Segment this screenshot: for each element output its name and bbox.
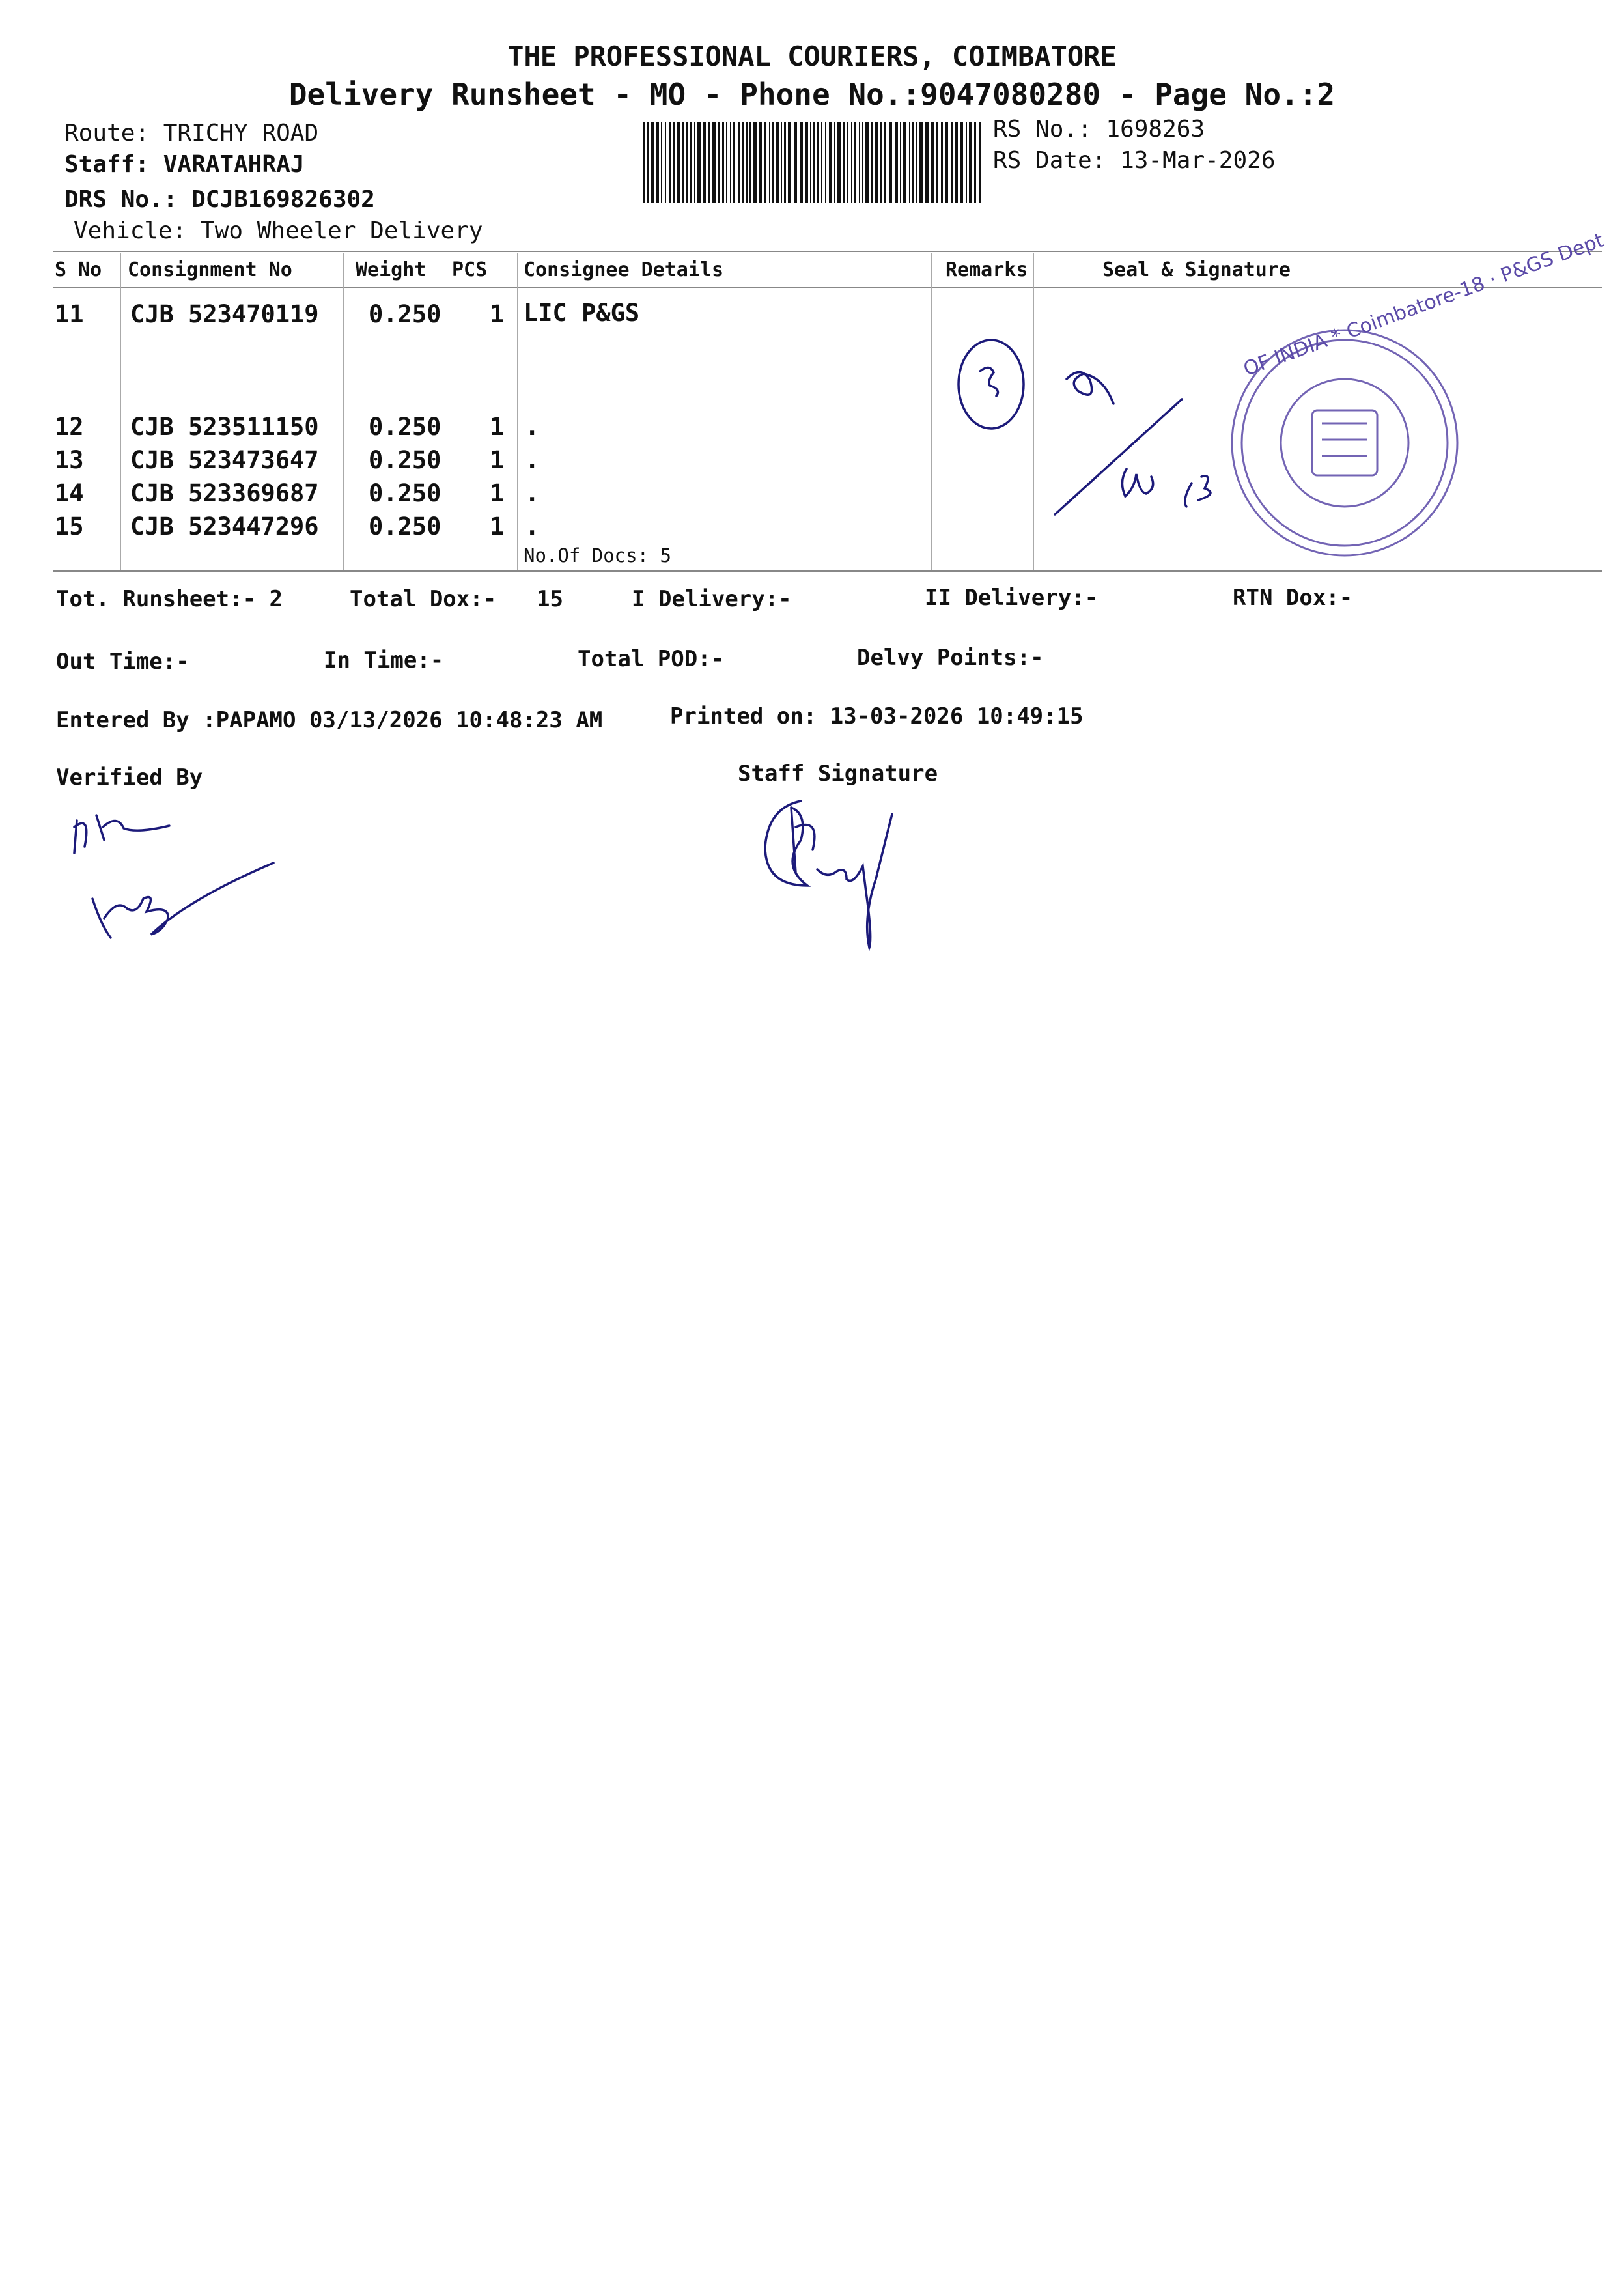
- barcode-bar: [690, 122, 692, 203]
- row-consignment: CJB 523511150: [130, 413, 319, 441]
- row-sno: 12: [55, 413, 84, 441]
- barcode-bar: [769, 122, 770, 203]
- row-consignee: .: [525, 413, 540, 441]
- barcode-bar: [843, 122, 845, 203]
- barcode-bar: [759, 122, 762, 203]
- barcode-bar: [936, 122, 938, 203]
- barcode-bar: [859, 122, 860, 203]
- col-divider: [931, 253, 932, 570]
- barcode-bar: [862, 122, 863, 203]
- row-consignee: .: [525, 446, 540, 474]
- row-consignment: CJB 523447296: [130, 513, 319, 541]
- runsheet-title: Delivery Runsheet - MO - Phone No.:9047080280 - Page No.:2: [288, 77, 1336, 112]
- row-consignee: LIC P&GS: [524, 299, 640, 327]
- barcode-bar: [730, 122, 731, 203]
- header-pcs: PCS: [452, 259, 488, 281]
- barcode-bar: [945, 122, 948, 203]
- barcode-bar: [851, 122, 852, 203]
- row-weight: 0.250: [369, 479, 441, 507]
- delvy-points: Delvy Points:-: [857, 645, 1044, 671]
- row-pcs: 1: [490, 413, 505, 441]
- barcode-bar: [813, 122, 815, 203]
- table-top-rule: [53, 251, 1602, 252]
- row-weight: 0.250: [369, 513, 441, 541]
- row-weight: 0.250: [369, 413, 441, 441]
- row-consignee: .: [525, 513, 540, 541]
- barcode-bar: [889, 122, 892, 203]
- vehicle-line: [74, 218, 483, 244]
- out-time: Out Time:-: [56, 649, 189, 675]
- barcode-bar: [656, 122, 659, 203]
- route-line: [64, 120, 318, 147]
- header-seal: Seal & Signature: [1102, 259, 1291, 281]
- row-consignment: CJB 523470119: [130, 300, 319, 328]
- barcode-bar: [788, 122, 791, 203]
- barcode-bar: [931, 122, 934, 203]
- barcode-bar: [805, 122, 808, 203]
- row-sno: 13: [55, 446, 84, 474]
- tot-runsheet: Tot. Runsheet:- 2: [56, 586, 283, 612]
- barcode-bar: [912, 122, 914, 203]
- barcode-bar: [821, 122, 822, 203]
- barcode-bar: [817, 122, 819, 203]
- barcode-bar: [764, 122, 766, 203]
- row-pcs: 1: [490, 513, 505, 541]
- row-sno: 15: [55, 513, 84, 541]
- total-dox-value: 15: [537, 586, 563, 612]
- verified-by-label: Verified By: [56, 765, 203, 791]
- row-pcs: 1: [490, 300, 505, 328]
- staff-signature-label: Staff Signature: [738, 761, 938, 787]
- barcode-bar: [669, 122, 671, 203]
- barcode-bar: [919, 122, 923, 203]
- remarks-handwriting: [951, 332, 1029, 436]
- route-label: Route:: [64, 120, 150, 147]
- barcode-bar: [834, 122, 835, 203]
- barcode-bar: [694, 122, 695, 203]
- verified-by-signature: [65, 801, 287, 951]
- company-title: THE PROFESSIONAL COURIERS, COIMBATORE: [507, 40, 1117, 72]
- barcode-bar: [979, 122, 981, 203]
- staff-label: Staff:: [64, 151, 150, 178]
- barcode-bar: [966, 122, 967, 203]
- barcode-bar: [749, 122, 751, 203]
- barcode-bar: [708, 122, 710, 203]
- rtn-dox: RTN Dox:-: [1233, 585, 1353, 611]
- no-of-docs: No.Of Docs: 5: [524, 544, 671, 567]
- header-remarks: Remarks: [945, 259, 1028, 281]
- barcode-bar: [916, 122, 917, 203]
- barcode-bar: [794, 122, 797, 203]
- barcode-bar: [643, 122, 645, 203]
- row-weight: 0.250: [369, 446, 441, 474]
- barcode-bar: [884, 122, 886, 203]
- barcode-bar: [955, 122, 958, 203]
- total-pod: Total POD:-: [578, 646, 725, 672]
- barcode-bar: [837, 122, 841, 203]
- barcode-bar: [742, 122, 744, 203]
- rs-no-label: RS No.:: [993, 116, 1092, 143]
- barcode-bar: [722, 122, 724, 203]
- barcode-bar: [738, 122, 740, 203]
- barcode-bar: [733, 122, 735, 203]
- barcode-bar: [810, 122, 811, 203]
- ii-delivery: II Delivery:-: [925, 585, 1099, 611]
- staff-line: [64, 151, 304, 178]
- row-pcs: 1: [490, 479, 505, 507]
- in-time: In Time:-: [324, 647, 444, 673]
- barcode-bar: [661, 122, 662, 203]
- entered-by: Entered By :PAPAMO 03/13/2026 10:48:23 AM: [56, 707, 603, 733]
- row-consignment: CJB 523473647: [130, 446, 319, 474]
- rs-date-value: 13-Mar-2026: [1120, 147, 1276, 174]
- row-sno: 11: [55, 300, 84, 328]
- col-divider: [517, 253, 518, 570]
- barcode-bar: [703, 122, 706, 203]
- barcode-bar: [925, 122, 929, 203]
- header-sno: S No: [55, 259, 102, 281]
- i-delivery: I Delivery:-: [632, 586, 792, 612]
- row-sno: 14: [55, 479, 84, 507]
- barcode-bar: [875, 122, 878, 203]
- barcode-bar: [800, 122, 803, 203]
- barcode-bar: [854, 122, 856, 203]
- header-consignee: Consignee Details: [524, 259, 724, 281]
- barcode-bar: [880, 122, 882, 203]
- barcode-bar: [673, 122, 675, 203]
- barcode-bar: [726, 122, 727, 203]
- barcode-bar: [651, 122, 654, 203]
- staff-signature: [755, 788, 912, 957]
- drs-value: DCJB169826302: [191, 186, 375, 213]
- seal-stamp-text: OF INDIA * Coimbatore-18 · P&GS Dept: [1240, 229, 1607, 381]
- barcode-bar: [941, 122, 943, 203]
- barcode-bar: [895, 122, 898, 203]
- row-pcs: 1: [490, 446, 505, 474]
- barcode-bar: [951, 122, 953, 203]
- table-header-rule: [53, 287, 1602, 288]
- barcode-bar: [781, 122, 782, 203]
- barcode-bar: [753, 122, 757, 203]
- barcode-bar: [746, 122, 748, 203]
- barcode-bar: [665, 122, 666, 203]
- barcode-bar: [847, 122, 848, 203]
- rs-date-line: [993, 147, 1276, 174]
- barcode-bar: [686, 122, 688, 203]
- barcode-bar: [865, 122, 869, 203]
- barcode-bar: [697, 122, 701, 203]
- barcode-bar: [682, 122, 684, 203]
- printed-on: Printed on: 13-03-2026 10:49:15: [670, 703, 1084, 729]
- rs-no-value: 1698263: [1106, 116, 1205, 143]
- barcode-bar: [784, 122, 786, 203]
- row-weight: 0.250: [369, 300, 441, 328]
- barcode-bar: [829, 122, 832, 203]
- header-consignment: Consignment No: [128, 259, 292, 281]
- drs-label: DRS No.:: [64, 186, 178, 213]
- row-consignment: CJB 523369687: [130, 479, 319, 507]
- col-divider: [120, 253, 121, 570]
- rs-date-label: RS Date:: [993, 147, 1106, 174]
- barcode-bar: [772, 122, 774, 203]
- barcode-bar: [974, 122, 976, 203]
- col-divider: [343, 253, 344, 570]
- barcode-bar: [903, 122, 906, 203]
- staff-value: VARATAHRAJ: [163, 151, 305, 178]
- barcode-bar: [825, 122, 826, 203]
- barcode-bar: [712, 122, 716, 203]
- barcode-bar: [718, 122, 720, 203]
- route-value: TRICHY ROAD: [163, 120, 319, 147]
- row-consignee: .: [525, 479, 540, 507]
- barcode-bar: [871, 122, 873, 203]
- barcode-bar: [647, 122, 649, 203]
- barcode-bar: [969, 122, 972, 203]
- barcode-bar: [960, 122, 963, 203]
- barcode-bar: [776, 122, 779, 203]
- barcode-bar: [900, 122, 901, 203]
- drs-line: [64, 186, 375, 213]
- barcode: [643, 122, 985, 203]
- total-dox-label: Total Dox:-: [350, 586, 497, 612]
- rs-no-line: [993, 116, 1205, 143]
- header-weight: Weight: [356, 259, 427, 281]
- barcode-bar: [909, 122, 910, 203]
- col-divider: [1033, 253, 1034, 570]
- vehicle-value: Two Wheeler Delivery: [201, 218, 483, 244]
- barcode-bar: [677, 122, 680, 203]
- vehicle-label: Vehicle:: [74, 218, 187, 244]
